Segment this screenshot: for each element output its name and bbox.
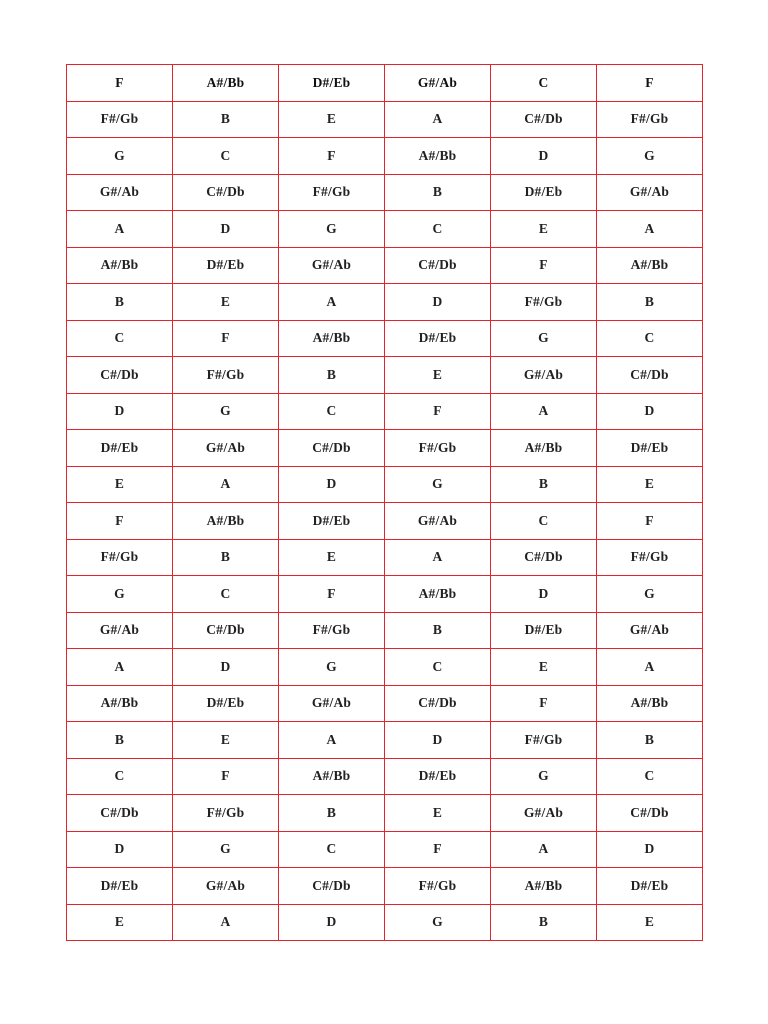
note-cell: C#/Db [173, 612, 279, 649]
note-cell: G#/Ab [279, 247, 385, 284]
note-cell: B [385, 174, 491, 211]
note-cell: A [491, 831, 597, 868]
note-cell: C [279, 831, 385, 868]
note-cell: G [491, 758, 597, 795]
note-cell: E [173, 284, 279, 321]
table-row [67, 904, 703, 941]
table-row [67, 795, 703, 832]
note-cell: D#/Eb [173, 247, 279, 284]
note-cell: B [67, 284, 173, 321]
note-cell: G#/Ab [385, 65, 491, 102]
note-cell: D [491, 576, 597, 613]
note-cell: D [597, 831, 703, 868]
note-cell: F [491, 247, 597, 284]
note-cell: F [491, 685, 597, 722]
table-row [67, 539, 703, 576]
note-table [66, 64, 703, 941]
note-cell: C [173, 138, 279, 175]
table-row [67, 284, 703, 321]
table-row [67, 758, 703, 795]
note-cell: G#/Ab [385, 503, 491, 540]
note-cell: C#/Db [385, 685, 491, 722]
note-cell: C#/Db [385, 247, 491, 284]
note-table-body [67, 65, 703, 941]
table-row [67, 685, 703, 722]
note-cell: D#/Eb [173, 685, 279, 722]
note-cell: D#/Eb [67, 868, 173, 905]
note-cell: F [597, 503, 703, 540]
note-cell: G [67, 576, 173, 613]
note-cell: E [597, 904, 703, 941]
table-row [67, 247, 703, 284]
note-cell: D#/Eb [597, 868, 703, 905]
note-cell: C [597, 758, 703, 795]
note-cell: G [491, 320, 597, 357]
note-cell: F#/Gb [491, 284, 597, 321]
table-row [67, 868, 703, 905]
note-cell: F#/Gb [597, 539, 703, 576]
note-cell: C#/Db [279, 430, 385, 467]
note-cell: F#/Gb [173, 357, 279, 394]
note-cell: B [173, 101, 279, 138]
note-cell: G#/Ab [67, 612, 173, 649]
note-cell: A [279, 722, 385, 759]
table-row [67, 722, 703, 759]
note-cell: D [279, 466, 385, 503]
note-cell: C#/Db [597, 357, 703, 394]
note-cell: G [597, 576, 703, 613]
note-cell: B [173, 539, 279, 576]
note-cell: D [67, 393, 173, 430]
note-cell: G [173, 831, 279, 868]
note-cell: E [279, 101, 385, 138]
note-cell: D#/Eb [279, 65, 385, 102]
note-cell: F [279, 576, 385, 613]
note-cell: G#/Ab [173, 430, 279, 467]
table-row [67, 357, 703, 394]
note-cell: F#/Gb [67, 539, 173, 576]
table-row [67, 576, 703, 613]
note-cell: B [385, 612, 491, 649]
document-page [66, 64, 703, 941]
note-cell: E [173, 722, 279, 759]
note-cell: A#/Bb [385, 576, 491, 613]
note-cell: C [385, 649, 491, 686]
note-cell: A#/Bb [279, 758, 385, 795]
note-cell: D#/Eb [491, 612, 597, 649]
note-cell: B [597, 722, 703, 759]
note-cell: A#/Bb [173, 65, 279, 102]
note-cell: F [173, 320, 279, 357]
note-cell: F [67, 503, 173, 540]
note-cell: G#/Ab [279, 685, 385, 722]
table-row [67, 101, 703, 138]
note-cell: C [67, 758, 173, 795]
note-cell: A#/Bb [67, 685, 173, 722]
note-cell: A [67, 649, 173, 686]
note-cell: E [67, 466, 173, 503]
note-cell: D#/Eb [67, 430, 173, 467]
note-cell: C#/Db [279, 868, 385, 905]
note-cell: C#/Db [491, 101, 597, 138]
note-cell: C#/Db [173, 174, 279, 211]
note-cell: B [597, 284, 703, 321]
note-cell: C#/Db [491, 539, 597, 576]
note-cell: C [491, 65, 597, 102]
note-cell: C [385, 211, 491, 248]
note-cell: D [385, 722, 491, 759]
note-cell: F [385, 393, 491, 430]
note-cell: G [279, 649, 385, 686]
note-cell: D [67, 831, 173, 868]
note-cell: A [385, 101, 491, 138]
note-cell: F [279, 138, 385, 175]
note-cell: A [597, 211, 703, 248]
note-cell: C#/Db [67, 357, 173, 394]
table-row [67, 831, 703, 868]
note-cell: A [597, 649, 703, 686]
table-row [67, 612, 703, 649]
note-cell: F#/Gb [67, 101, 173, 138]
note-cell: D#/Eb [385, 758, 491, 795]
note-cell: D#/Eb [385, 320, 491, 357]
note-cell: C [597, 320, 703, 357]
note-cell: D [173, 649, 279, 686]
note-cell: C#/Db [67, 795, 173, 832]
note-cell: B [279, 795, 385, 832]
note-cell: G#/Ab [597, 174, 703, 211]
note-cell: E [491, 649, 597, 686]
note-cell: G#/Ab [491, 357, 597, 394]
note-cell: G [279, 211, 385, 248]
note-cell: E [491, 211, 597, 248]
note-cell: F [597, 65, 703, 102]
note-cell: G#/Ab [597, 612, 703, 649]
note-cell: E [385, 357, 491, 394]
table-row [67, 65, 703, 102]
note-cell: A [385, 539, 491, 576]
note-cell: F [385, 831, 491, 868]
note-cell: D#/Eb [279, 503, 385, 540]
note-cell: A [173, 904, 279, 941]
table-row [67, 430, 703, 467]
note-cell: A [67, 211, 173, 248]
note-cell: A#/Bb [67, 247, 173, 284]
table-row [67, 393, 703, 430]
note-cell: B [279, 357, 385, 394]
table-row [67, 466, 703, 503]
note-cell: D [173, 211, 279, 248]
note-cell: D [279, 904, 385, 941]
note-cell: A#/Bb [173, 503, 279, 540]
note-cell: A#/Bb [491, 430, 597, 467]
note-cell: F [173, 758, 279, 795]
note-cell: C [491, 503, 597, 540]
note-cell: E [67, 904, 173, 941]
note-cell: F#/Gb [279, 174, 385, 211]
table-row [67, 138, 703, 175]
table-row [67, 174, 703, 211]
note-cell: D [385, 284, 491, 321]
note-cell: E [597, 466, 703, 503]
table-row [67, 211, 703, 248]
table-row [67, 503, 703, 540]
note-cell: A#/Bb [491, 868, 597, 905]
note-cell: E [279, 539, 385, 576]
note-cell: G [385, 466, 491, 503]
note-cell: A [279, 284, 385, 321]
note-cell: G [597, 138, 703, 175]
note-cell: D [597, 393, 703, 430]
note-cell: G#/Ab [67, 174, 173, 211]
note-cell: B [67, 722, 173, 759]
note-cell: F#/Gb [491, 722, 597, 759]
note-cell: F#/Gb [173, 795, 279, 832]
note-cell: C [173, 576, 279, 613]
note-cell: G [385, 904, 491, 941]
note-cell: B [491, 904, 597, 941]
note-cell: C#/Db [597, 795, 703, 832]
note-cell: A#/Bb [597, 247, 703, 284]
note-cell: D [491, 138, 597, 175]
note-cell: C [67, 320, 173, 357]
note-cell: A [491, 393, 597, 430]
note-cell: G [67, 138, 173, 175]
table-row [67, 320, 703, 357]
note-cell: A [173, 466, 279, 503]
note-cell: F#/Gb [279, 612, 385, 649]
table-row [67, 649, 703, 686]
note-cell: F [67, 65, 173, 102]
note-cell: A#/Bb [385, 138, 491, 175]
note-cell: D#/Eb [597, 430, 703, 467]
note-cell: E [385, 795, 491, 832]
note-cell: F#/Gb [597, 101, 703, 138]
note-cell: G#/Ab [173, 868, 279, 905]
note-cell: G#/Ab [491, 795, 597, 832]
note-cell: A#/Bb [597, 685, 703, 722]
note-cell: B [491, 466, 597, 503]
note-cell: F#/Gb [385, 430, 491, 467]
note-cell: G [173, 393, 279, 430]
note-cell: A#/Bb [279, 320, 385, 357]
note-cell: F#/Gb [385, 868, 491, 905]
note-cell: C [279, 393, 385, 430]
note-cell: D#/Eb [491, 174, 597, 211]
